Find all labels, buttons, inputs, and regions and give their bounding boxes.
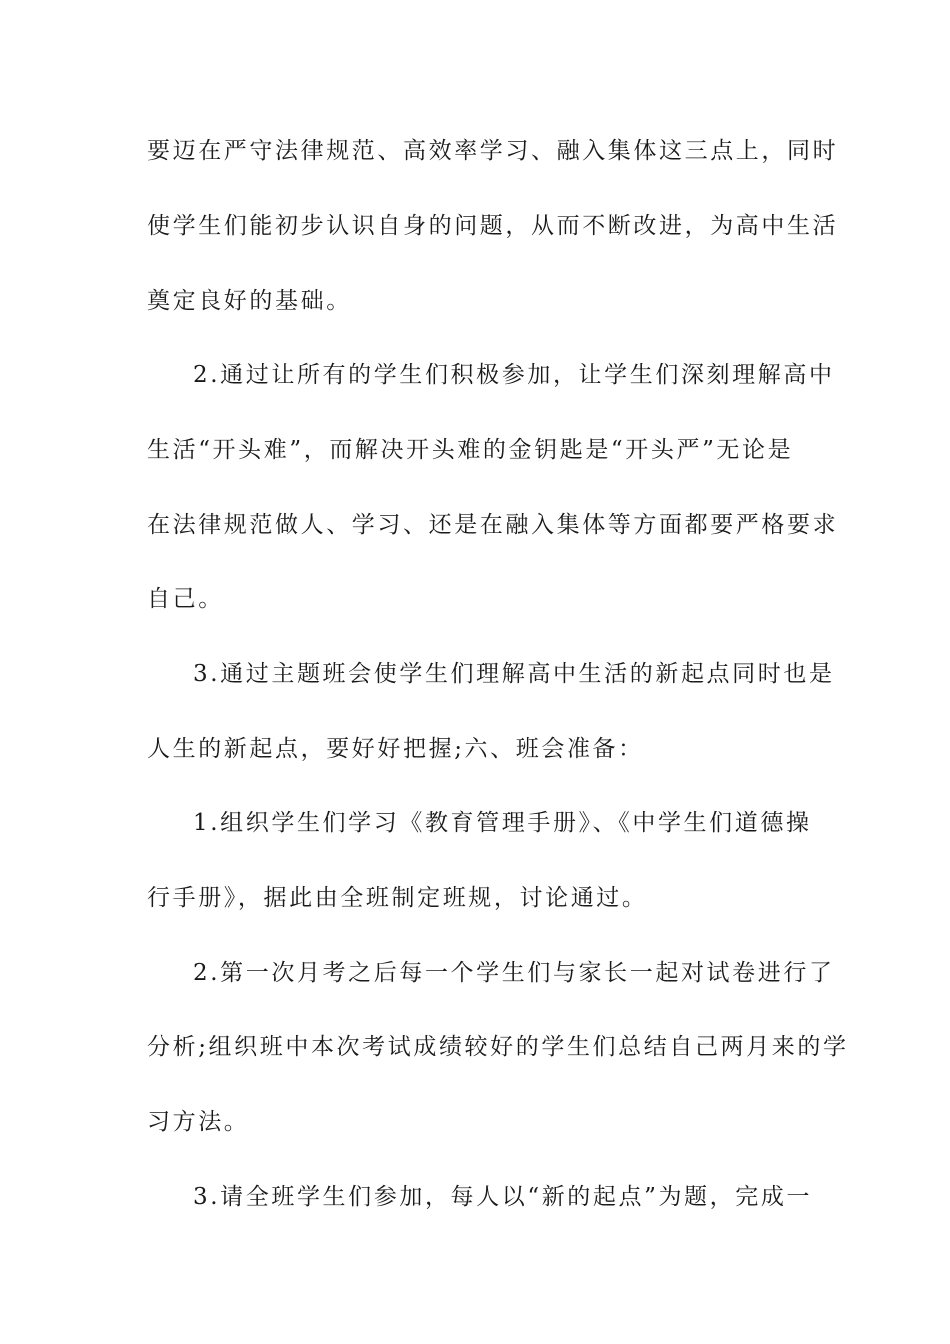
text-line: 3.请全班学生们参加，每人以“新的起点”为题，完成一 (193, 1184, 813, 1210)
text-line: 1.组织学生们学习《教育管理手册》、《中学生们道德操 (193, 810, 812, 836)
text-line: 2.第一次月考之后每一个学生们与家长一起对试卷进行了 (193, 960, 835, 986)
text-line: 使学生们能初步认识自身的问题，从而不断改进，为高中生活 (147, 213, 839, 239)
text-line: 人生的新起点，要好好把握;六、班会准备： (147, 736, 644, 762)
text-line: 分析;组织班中本次考试成绩较好的学生们总结自己两月来的学 (147, 1034, 849, 1060)
text-line: 生活“开头难”，而解决开头难的金钥匙是“开头严”无论是 (147, 437, 794, 463)
text-line: 2.通过让所有的学生们积极参加，让学生们深刻理解高中 (193, 362, 835, 388)
text-line: 奠定良好的基础。 (147, 288, 352, 314)
text-line: 习方法。 (147, 1109, 250, 1135)
text-line: 自己。 (147, 586, 224, 612)
text-line: 行手册》，据此由全班制定班规，讨论通过。 (147, 885, 648, 911)
text-line: 3.通过主题班会使学生们理解高中生活的新起点同时也是 (193, 661, 835, 687)
text-line: 在法律规范做人、学习、还是在融入集体等方面都要严格要求 (147, 512, 839, 538)
text-line: 要迈在严守法律规范、高效率学习、融入集体这三点上，同时 (147, 138, 839, 164)
